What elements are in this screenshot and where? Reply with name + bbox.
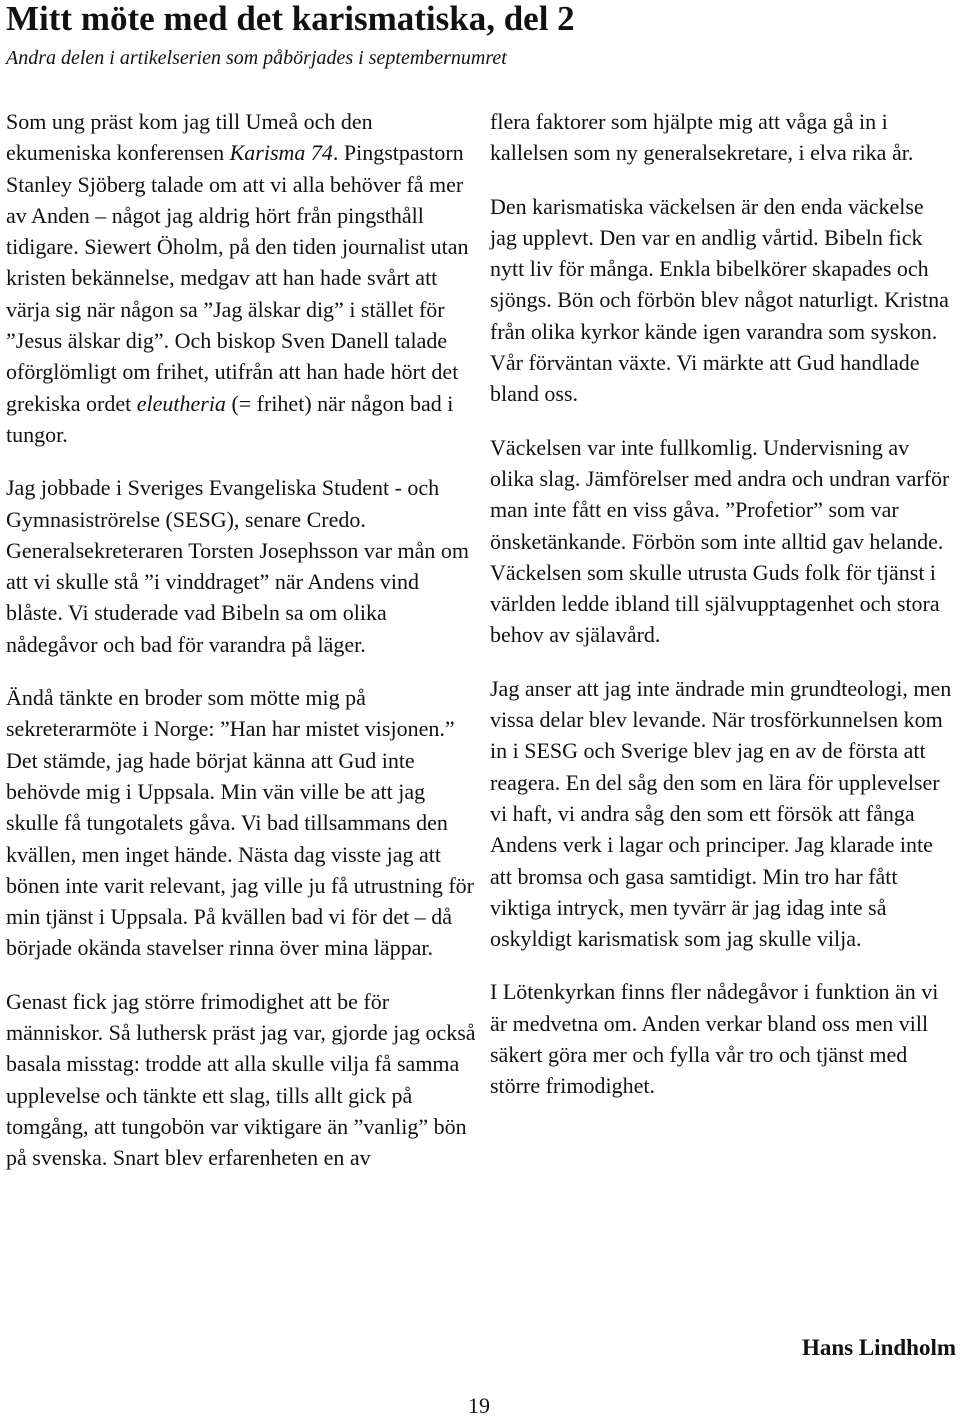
paragraph: Väckelsen var inte fullkomlig. Undervisning av olika slag. Jämförelser med andra och undran varför man inte fått en viss gåva. ”Profetior” som var önsketänkande. Förbön som inte alltid gav helande. Väckelsen som skulle utrusta Guds folk för tjänst i världen ledde ibland till självupptagenhet och stora behov av själavård. [490,434,950,648]
paragraph: flera faktorer som hjälpte mig att våga gå in i kallelsen som ny generalsekretare, i elva rika år. [490,109,914,166]
paragraph: Som ung präst kom jag till Umeå och den ekumeniska konferensen Karisma 74. Pingstpastorn Stanley Sjöberg talade om att vi alla behöver få mer av Anden – något jag aldrig hört från pingsthåll tidigare. Siewert Öholm, på den tiden journalist utan kristen bekännelse, medgav att han hade svårt att värja sig när någon sa ”Jag älskar dig” i stället för ”Jesus älskar dig”. Och biskop Sven Danell talade oförglömligt om frihet, utifrån att han hade hört det grekiska ordet eleutheria (= frihet) när någon bad i tungor. [6,109,469,447]
paragraph: Den karismatiska väckelsen är den enda väckelse jag upplevt. Den var en andlig vårtid. Bibeln fick nytt liv för många. Enkla bibelkörer skapades och sjöngs. Bön och förbön blev något naturligt. Kristna från olika kyrkor kände igen varandra som syskon. Vår förväntan växte. Vi märkte att Gud handlade bland oss. [490,193,949,407]
paragraph: I Lötenkyrkan finns fler nådegåvor i funktion än vi är medvetna om. Anden verkar bland oss men vill säkert göra mer och fylla vår tro och tjänst med större frimodighet. [490,979,939,1099]
paragraph: Ändå tänkte en broder som mötte mig på sekreterarmöte i Norge: ”Han har mistet visjonen.” Det stämde, jag hade börjat känna att Gud inte behövde mig i Uppsala. Min vän ville be att jag skulle få tungotalets gåva. Vi bad tillsammans den kvällen, men inget hände. Nästa dag visste jag att bönen inte varit relevant, jag ville ju få utrustning för min tjänst i Uppsala. På kvällen bad vi för det – då började okända stavelser rinna över mina läppar. [6,685,474,961]
paragraph: Jag anser att jag inte ändrade min grundteologi, men vissa delar blev levande. När trosförkunnelsen kom in i SESG och Sverige blev jag en av de första att reagera. En del såg den som en lära för upplevelser vi haft, vi andra såg den som ett försök att fånga Andens verk i lagar och principer. Jag klarade inte att bromsa och gasa samtidigt. Min tro har fått viktiga intryck, men tyvärr är jag idag inte så oskyldigt karismatisk som jag skulle vilja. [490,675,952,952]
right-column [490,106,956,1124]
article-subtitle: Andra delen i artikelserien som påbörjades i septembernumret [6,47,507,69]
page-number: 19 [468,1393,490,1418]
left-column [6,106,476,1196]
author-signature: Hans Lindholm [801,1335,956,1360]
paragraph: Jag jobbade i Sveriges Evangeliska Student - och Gymnasiströrelse (SESG), senare Credo. Generalsekreteraren Torsten Josephsson var mån om att vi skulle stå ”i vinddraget” när Andens vind blåste. Vi studerade vad Bibeln sa om olika nådegåvor och bad för varandra på läger. [6,475,469,657]
paragraph: Genast fick jag större frimodighet att be för människor. Så luthersk präst jag var, gjorde jag också basala misstag: trodde att alla skulle vilja få samma upplevelse och tänkte ett slag, tills allt gick på tomgång, att tungobön var viktigare än ”vanlig” bön på svenska. Snart blev erfarenheten en av [6,988,476,1171]
article-title: Mitt möte med det karismatiska, del 2 [6,0,575,38]
